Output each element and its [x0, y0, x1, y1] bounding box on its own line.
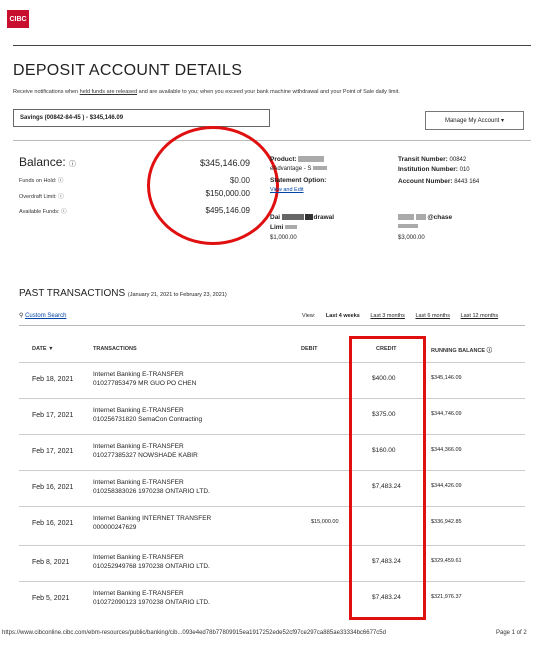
column-header-debit: DEBIT: [301, 346, 318, 352]
transaction-type: Internet Banking INTERNET TRANSFER: [93, 515, 212, 522]
account-selector[interactable]: Savings (00842-84-45 ) - $345,146.09: [13, 109, 270, 127]
manage-account-label: Manage My Account: [444, 117, 500, 124]
table-row: [19, 506, 525, 543]
transaction-running-balance: $344,746.09: [431, 411, 462, 417]
transaction-credit: $400.00: [372, 375, 396, 382]
purchase-limit-redaction: [398, 224, 418, 230]
transaction-reference: 010277853479 MR GUO PO CHEN: [93, 380, 197, 387]
notice-text-after: and are available to you; when you exceed your bank machine withdrawal and your Point of Sale daily limit.: [137, 89, 400, 95]
balance-label: Balance: ⓘ: [19, 155, 77, 169]
manage-account-button[interactable]: [425, 111, 524, 130]
footer-url: https://www.cibconline.cibc.com/ebm-resources/public/banking/cib...093e4ed78b77809915ea1917252ede52cf97ce297ca885ae33334bc6677c5d: [2, 630, 386, 636]
transaction-reference: 010258383026 1970238 ONTARIO LTD.: [93, 488, 210, 495]
transaction-date: Feb 16, 2021: [32, 484, 74, 491]
transaction-type: Internet Banking E-TRANSFER: [93, 371, 184, 378]
purchase-limit-label: @chase: [398, 214, 452, 221]
transaction-running-balance: $344,426.09: [431, 483, 462, 489]
table-row: [19, 470, 525, 507]
view-selector: [302, 313, 507, 319]
info-icon[interactable]: ⓘ: [58, 194, 64, 200]
custom-search[interactable]: [19, 312, 66, 319]
table-row: [19, 398, 525, 435]
header-divider: [13, 45, 531, 46]
view-last-12-months[interactable]: Last 12 months: [460, 313, 499, 319]
red-circle-annotation: [147, 126, 279, 245]
transaction-running-balance: $336,942.85: [431, 519, 462, 525]
transaction-description: [93, 514, 211, 532]
past-transactions-title: PAST TRANSACTIONS (January 21, 2021 to February 23, 2021): [19, 288, 227, 299]
transaction-description: [93, 370, 196, 388]
notification-text: [13, 89, 400, 95]
info-icon[interactable]: ⓘ: [486, 348, 493, 354]
transaction-description: [93, 406, 202, 424]
overdraft-value: $150,000.00: [205, 189, 250, 198]
chevron-down-icon: ▾: [501, 118, 505, 124]
search-icon: ⚲: [19, 313, 24, 319]
transaction-description: [93, 478, 210, 496]
transit-number: Transit Number: 00842: [398, 156, 467, 163]
available-funds-value: $495,146.09: [205, 206, 250, 215]
statement-option-label: Statement Option:: [270, 177, 327, 184]
daily-withdrawal-label: Dai drawal: [270, 214, 335, 221]
available-funds-label: Available Funds: ⓘ: [19, 209, 67, 215]
transaction-type: Internet Banking E-TRANSFER: [93, 479, 184, 486]
info-icon[interactable]: ⓘ: [61, 209, 67, 215]
notice-text-before: Receive notifications when: [13, 89, 80, 95]
transaction-credit: $160.00: [372, 447, 396, 454]
product-value: eAdvantage - S: [270, 166, 327, 172]
red-box-annotation: [349, 336, 426, 620]
transaction-type: Internet Banking E-TRANSFER: [93, 590, 184, 597]
view-edit-link[interactable]: View and Edit: [270, 187, 304, 193]
transaction-reference: 010252949768 1970238 ONTARIO LTD.: [93, 563, 210, 570]
balance-value: $345,146.09: [199, 158, 250, 168]
section-divider: [13, 140, 531, 141]
held-funds-link[interactable]: held funds are released: [79, 89, 138, 95]
transaction-date: Feb 16, 2021: [32, 520, 74, 527]
transaction-description: [93, 553, 210, 571]
product-label: Product:: [270, 156, 324, 163]
table-row: [19, 362, 525, 399]
funds-on-hold-value: $0.00: [229, 176, 250, 185]
transaction-credit: $7,483.24: [372, 483, 401, 490]
sort-down-icon: ▼: [48, 346, 54, 352]
table-row: [19, 581, 525, 618]
view-last-4-weeks[interactable]: Last 4 weeks: [325, 313, 360, 319]
transaction-type: Internet Banking E-TRANSFER: [93, 443, 184, 450]
transaction-reference: 010272090123 1970238 ONTARIO LTD.: [93, 599, 210, 606]
page-title: DEPOSIT ACCOUNT DETAILS: [13, 62, 243, 79]
column-header-credit: CREDIT: [376, 346, 397, 352]
page-number: Page 1 of 2: [496, 630, 527, 636]
transaction-description: [93, 442, 198, 460]
info-icon[interactable]: ⓘ: [57, 178, 64, 184]
transaction-description: [93, 589, 210, 607]
funds-on-hold-label: Funds on Hold: ⓘ: [19, 178, 64, 184]
transaction-credit: $7,483.24: [372, 558, 401, 565]
table-row: [19, 545, 525, 582]
transaction-date: Feb 18, 2021: [32, 376, 74, 383]
transaction-date: Feb 17, 2021: [32, 448, 74, 455]
transaction-date: Feb 5, 2021: [32, 595, 70, 602]
transaction-date: Feb 8, 2021: [32, 559, 70, 566]
overdraft-label: Overdraft Limit: ⓘ: [19, 194, 64, 200]
view-label: View:: [302, 313, 316, 319]
transaction-type: Internet Banking E-TRANSFER: [93, 407, 184, 414]
transaction-credit: $375.00: [372, 411, 396, 418]
account-number: Account Number: 8443 164: [398, 178, 480, 185]
view-last-3-months[interactable]: Last 3 months: [370, 313, 405, 319]
transaction-debit: $15,000.00: [311, 519, 339, 525]
transaction-running-balance: $344,366.09: [431, 447, 462, 453]
column-header-running-balance: RUNNING BALANCE ⓘ: [431, 348, 493, 354]
daily-withdrawal-label-2: Limi: [270, 224, 297, 231]
purchase-limit-value: $3,000.00: [398, 235, 425, 241]
institution-number: Institution Number: 010: [398, 166, 470, 173]
info-icon[interactable]: ⓘ: [69, 161, 77, 168]
transaction-credit: $7,483.24: [372, 594, 401, 601]
view-last-6-months[interactable]: Last 6 months: [415, 313, 450, 319]
transaction-reference: 010256731820 SemaCon Contracting: [93, 416, 203, 423]
transaction-reference: 000000247629: [93, 524, 137, 531]
column-header-transactions: TRANSACTIONS: [93, 346, 137, 352]
transaction-running-balance: $345,146.09: [431, 375, 462, 381]
custom-search-link[interactable]: Custom Search: [25, 313, 67, 319]
column-header-date[interactable]: DATE ▼: [32, 346, 54, 352]
transaction-running-balance: $321,976.37: [431, 594, 462, 600]
transaction-date: Feb 17, 2021: [32, 412, 74, 419]
daily-withdrawal-value: $1,000.00: [270, 235, 297, 241]
cibc-logo: CIBC: [7, 10, 29, 28]
transaction-reference: 010277385327 NOWSHADE KABIR: [93, 452, 198, 459]
views-divider: [19, 325, 525, 326]
table-row: [19, 434, 525, 471]
transaction-type: Internet Banking E-TRANSFER: [93, 554, 184, 561]
transaction-running-balance: $329,459.61: [431, 558, 462, 564]
